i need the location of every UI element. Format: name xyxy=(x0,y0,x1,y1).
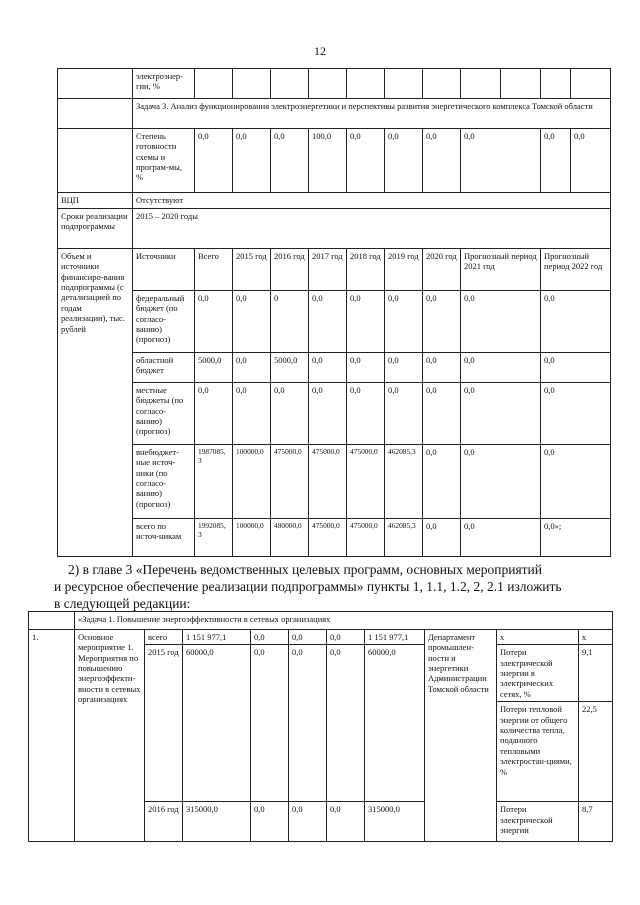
cell: 100,0 xyxy=(309,129,347,193)
cell: 0,0 xyxy=(233,383,271,445)
executor: Департамент промышлен-ности и энергетики Администрации Томской области xyxy=(425,630,497,842)
year-label: 2015 год xyxy=(145,645,183,802)
cell: 0,0 xyxy=(423,445,461,519)
year-label: всего xyxy=(145,630,183,645)
source-label: всего по источ-никам xyxy=(133,519,195,557)
cell: 0,0 xyxy=(309,383,347,445)
header-cell: 2018 год xyxy=(347,249,385,291)
cell: 0,0 xyxy=(327,630,365,645)
source-label: внебюджет-ные источ-ники (по согласо-ванию) (прогноз) xyxy=(133,445,195,519)
table-row xyxy=(58,129,611,193)
indicator: Потери электрической энергии в электрических сетях, % xyxy=(497,645,579,702)
cell: 100000,0 xyxy=(233,445,271,519)
row-number: 1. xyxy=(29,630,75,842)
indicator: Потери тепловой энергии от общего количества тепла, поданного тепловыми электростан-циями, % xyxy=(497,702,579,802)
cell: 0,0 xyxy=(541,445,611,519)
cell: 1 151 977,1 xyxy=(183,630,251,645)
indicator-value: 8,7 xyxy=(579,802,613,842)
source-label: федеральный бюджет (по согласо-ванию) (прогноз) xyxy=(133,291,195,353)
cell: 0,0 xyxy=(461,519,541,557)
header-cell: 2020 год xyxy=(423,249,461,291)
task-3-heading: Задача 3. Анализ функционирования электроэнергетики и перспективы развития энергетического комплекса Томской области xyxy=(133,99,611,129)
cell: 0,0»; xyxy=(541,519,611,557)
cell: 0 xyxy=(271,291,309,353)
vcp-label: ВЦП xyxy=(58,193,133,209)
cell: 0,0 xyxy=(541,383,611,445)
cell: 0,0 xyxy=(271,383,309,445)
cell: 1987085,3 xyxy=(195,445,233,519)
cell: 0,0 xyxy=(347,353,385,383)
table-row xyxy=(58,519,611,557)
cell: 0,0 xyxy=(461,291,541,353)
amendment-paragraph xyxy=(54,561,610,612)
cell: 60000,0 xyxy=(365,645,425,802)
cell: 480000,0 xyxy=(271,519,309,557)
cell: 475000,0 xyxy=(347,519,385,557)
cell: 0,0 xyxy=(423,519,461,557)
cell: 0,0 xyxy=(461,445,541,519)
cell: 0,0 xyxy=(289,802,327,842)
cell: 0,0 xyxy=(461,129,541,193)
task-1-heading: «Задача 1. Повышение энергоэффективности в сетевых организациях xyxy=(75,612,613,630)
cell: 0,0 xyxy=(309,353,347,383)
paragraph-line: 2) в главе 3 «Перечень ведомственных целевых программ, основных мероприятий xyxy=(68,562,543,577)
header-cell: Прогнозный период 2022 год xyxy=(541,249,611,291)
cell: 100000,0 xyxy=(233,519,271,557)
terms-label: Сроки реализации подпрограммы xyxy=(58,209,133,249)
cell: 0,0 xyxy=(385,129,423,193)
cell: 462085,3 xyxy=(385,519,423,557)
paragraph-line: в следующей редакции: xyxy=(54,596,191,611)
table-row xyxy=(58,291,611,353)
cell: 0,0 xyxy=(309,291,347,353)
cell: 0,0 xyxy=(289,630,327,645)
cell: 0,0 xyxy=(195,383,233,445)
cell: 0,0 xyxy=(233,291,271,353)
cell: 0,0 xyxy=(195,291,233,353)
cell: 475000,0 xyxy=(271,445,309,519)
indicator-value: 22,5 xyxy=(579,702,613,802)
table-row xyxy=(58,69,611,99)
table-row xyxy=(58,445,611,519)
header-cell: 2017 год xyxy=(309,249,347,291)
cell: 475000,0 xyxy=(309,519,347,557)
table-row xyxy=(58,383,611,445)
cell: 475000,0 xyxy=(309,445,347,519)
finance-label: Объем и источники финансиро-вания подпрограммы (с детализацией по годам реализации), тыс. рублей xyxy=(58,249,133,557)
table-row xyxy=(58,99,611,129)
indicator: Потери электрической энергии xyxy=(497,802,579,842)
header-cell: 2016 год xyxy=(271,249,309,291)
indicator-value: x xyxy=(579,630,613,645)
header-cell: Прогнозный период 2021 год xyxy=(461,249,541,291)
cell: 462085,3 xyxy=(385,445,423,519)
cell: 315000,0 xyxy=(365,802,425,842)
cell: 0,0 xyxy=(233,129,271,193)
cell: 0,0 xyxy=(423,353,461,383)
cell: 0,0 xyxy=(233,353,271,383)
cell: 0,0 xyxy=(385,353,423,383)
vcp-value: Отсутствуют xyxy=(133,193,611,209)
table-row xyxy=(29,630,613,645)
cell: 0,0 xyxy=(541,291,611,353)
table-row xyxy=(29,612,613,630)
cell: 0,0 xyxy=(541,353,611,383)
cell: 0,0 xyxy=(289,645,327,802)
events-table xyxy=(28,611,613,842)
cell: 0,0 xyxy=(195,129,233,193)
cell: 0,0 xyxy=(251,630,289,645)
table-row xyxy=(58,353,611,383)
cell: 60000,0 xyxy=(183,645,251,802)
indicator-label: Степень готовности схемы и програм-мы, % xyxy=(133,129,195,193)
year-label: 2016 год xyxy=(145,802,183,842)
source-label: областной бюджет xyxy=(133,353,195,383)
cell: 315000,0 xyxy=(183,802,251,842)
header-cell: Источники xyxy=(133,249,195,291)
terms-value: 2015 – 2020 годы xyxy=(133,209,611,249)
header-cell: 2015 год xyxy=(233,249,271,291)
event-name: Основное мероприятие 1. Мероприятия по повышению энергоэффекти-вности в сетевых организациях xyxy=(75,630,145,842)
indicator-label: электроэнер-гии, % xyxy=(133,69,195,99)
table-row xyxy=(58,249,611,291)
cell: 0,0 xyxy=(461,383,541,445)
cell: 0,0 xyxy=(571,129,611,193)
cell: 1992085,3 xyxy=(195,519,233,557)
cell: 0,0 xyxy=(385,291,423,353)
table-row xyxy=(58,193,611,209)
cell: 0,0 xyxy=(347,291,385,353)
page-number: 12 xyxy=(314,44,326,58)
cell: 0,0 xyxy=(461,353,541,383)
header-cell: Всего xyxy=(195,249,233,291)
cell: 0,0 xyxy=(251,645,289,802)
cell: 475000,0 xyxy=(347,445,385,519)
cell: 0,0 xyxy=(347,129,385,193)
header-cell: 2019 год xyxy=(385,249,423,291)
cell: 1 151 977,1 xyxy=(365,630,425,645)
source-label: местные бюджеты (по согласо-ванию) (прогноз) xyxy=(133,383,195,445)
subprogram-passport-table xyxy=(57,68,611,557)
cell: 0,0 xyxy=(327,645,365,802)
indicator: x xyxy=(497,630,579,645)
indicator-value: 9,1 xyxy=(579,645,613,702)
cell: 5000,0 xyxy=(195,353,233,383)
cell: 5000,0 xyxy=(271,353,309,383)
cell: 0,0 xyxy=(423,129,461,193)
table-row xyxy=(58,209,611,249)
cell: 0,0 xyxy=(423,291,461,353)
cell: 0,0 xyxy=(271,129,309,193)
cell: 0,0 xyxy=(423,383,461,445)
cell: 0,0 xyxy=(251,802,289,842)
cell: 0,0 xyxy=(347,383,385,445)
cell: 0,0 xyxy=(327,802,365,842)
paragraph-line: и ресурсное обеспечение реализации подпрограммы» пункты 1, 1.1, 1.2, 2, 2.1 изложить xyxy=(54,579,562,594)
cell: 0,0 xyxy=(541,129,571,193)
cell: 0,0 xyxy=(385,383,423,445)
